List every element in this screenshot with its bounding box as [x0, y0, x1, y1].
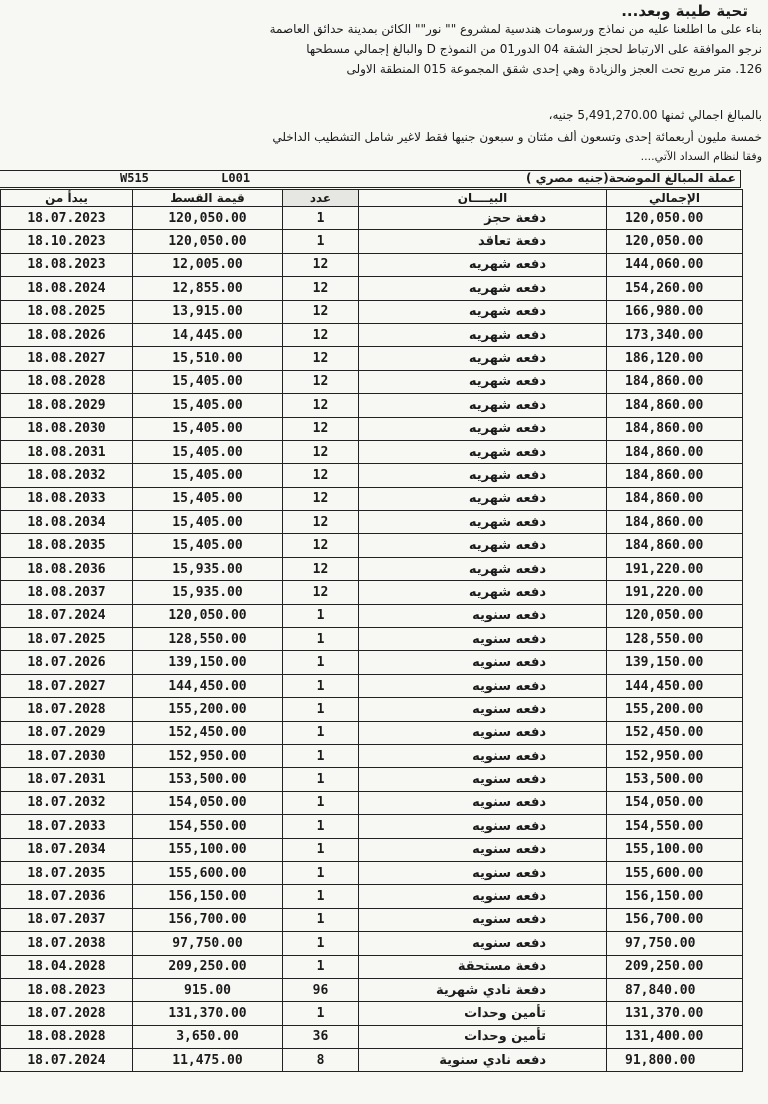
cell-installment-value: 15,405.00	[133, 370, 283, 393]
cell-total: 139,150.00	[607, 651, 743, 674]
table-body	[1, 207, 743, 1072]
cell-installment-value: 152,450.00	[133, 721, 283, 744]
cell-description: دفعه سنويه	[359, 885, 607, 908]
table-row	[1, 955, 743, 978]
cell-installment-value: 152,950.00	[133, 744, 283, 767]
cell-description: دفعه سنويه	[359, 744, 607, 767]
page-bottom-edge	[0, 1092, 768, 1104]
intro-line-3: 126. متر مربع تحت العجز والزيادة وهي إحدى شقق المجموعة 015 المنطقة الاولى	[346, 62, 762, 76]
cell-total: 131,370.00	[607, 1002, 743, 1025]
group-code: L001	[221, 171, 251, 185]
cell-count: 1	[283, 955, 359, 978]
table-row	[1, 698, 743, 721]
cell-total: 191,220.00	[607, 557, 743, 580]
cell-count: 12	[283, 487, 359, 510]
cell-total: 91,800.00	[607, 1049, 743, 1072]
cell-description: دفعه سنويه	[359, 815, 607, 838]
cell-count: 1	[283, 861, 359, 884]
cell-count: 96	[283, 978, 359, 1001]
cell-count: 12	[283, 394, 359, 417]
cell-start-date: 18.08.2034	[1, 511, 133, 534]
cell-installment-value: 120,050.00	[133, 230, 283, 253]
cell-count: 1	[283, 768, 359, 791]
currency-title: عملة المبالغ الموضحة(جنيه مصري )	[525, 171, 736, 185]
cell-count: 12	[283, 253, 359, 276]
total-amount-line: بالمبالغ اجمالي ثمنها 5,491,270.00 جنيه،	[548, 108, 762, 122]
cell-count: 12	[283, 534, 359, 557]
cell-description: تأمين وحدات	[359, 1002, 607, 1025]
cell-installment-value: 144,450.00	[133, 674, 283, 697]
table-row	[1, 394, 743, 417]
cell-count: 1	[283, 651, 359, 674]
cell-description: دفعه سنويه	[359, 861, 607, 884]
table-row	[1, 838, 743, 861]
cell-total: 155,100.00	[607, 838, 743, 861]
cell-description: دفعه شهريه	[359, 347, 607, 370]
payment-system-line: وفقا لنظام السداد الآتي....	[640, 150, 762, 163]
cell-description: دفعة مستحقة	[359, 955, 607, 978]
cell-total: 184,860.00	[607, 464, 743, 487]
cell-count: 1	[283, 815, 359, 838]
cell-start-date: 18.08.2024	[1, 277, 133, 300]
cell-start-date: 18.08.2032	[1, 464, 133, 487]
cell-description: دفعه شهريه	[359, 440, 607, 463]
table-row	[1, 440, 743, 463]
cell-installment-value: 11,475.00	[133, 1049, 283, 1072]
cell-total: 191,220.00	[607, 581, 743, 604]
cell-count: 12	[283, 323, 359, 346]
cell-total: 154,050.00	[607, 791, 743, 814]
cell-installment-value: 15,405.00	[133, 464, 283, 487]
cell-description: دفعه شهريه	[359, 253, 607, 276]
cell-start-date: 18.08.2025	[1, 300, 133, 323]
cell-description: دفعه سنويه	[359, 628, 607, 651]
cell-start-date: 18.07.2028	[1, 1002, 133, 1025]
cell-installment-value: 120,050.00	[133, 207, 283, 230]
cell-installment-value: 155,600.00	[133, 861, 283, 884]
cell-description: دفعه شهريه	[359, 323, 607, 346]
cell-total: 173,340.00	[607, 323, 743, 346]
cell-total: 209,250.00	[607, 955, 743, 978]
cell-start-date: 18.07.2030	[1, 744, 133, 767]
table-row	[1, 300, 743, 323]
cell-installment-value: 155,100.00	[133, 838, 283, 861]
intro-line-2: نرجو الموافقة على الارتباط لحجز الشقة 04 الدور01 من النموذج D والبالغ إجمالي مسطحها	[306, 42, 762, 56]
cell-installment-value: 154,550.00	[133, 815, 283, 838]
cell-installment-value: 14,445.00	[133, 323, 283, 346]
cell-start-date: 18.07.2033	[1, 815, 133, 838]
cell-description: دفعه شهريه	[359, 487, 607, 510]
cell-description: دفعة تعاقد	[359, 230, 607, 253]
table-row	[1, 978, 743, 1001]
cell-installment-value: 12,855.00	[133, 277, 283, 300]
cell-total: 156,150.00	[607, 885, 743, 908]
col-description: البيــــان	[359, 190, 607, 207]
table-row	[1, 1002, 743, 1025]
cell-installment-value: 156,700.00	[133, 908, 283, 931]
cell-installment-value: 3,650.00	[133, 1025, 283, 1048]
table-row	[1, 581, 743, 604]
cell-count: 12	[283, 557, 359, 580]
cell-installment-value: 128,550.00	[133, 628, 283, 651]
cell-start-date: 18.07.2036	[1, 885, 133, 908]
cell-description: دفعه سنويه	[359, 768, 607, 791]
cell-total: 156,700.00	[607, 908, 743, 931]
cell-total: 155,200.00	[607, 698, 743, 721]
cell-description: دفعه شهريه	[359, 277, 607, 300]
cell-count: 1	[283, 230, 359, 253]
cell-installment-value: 154,050.00	[133, 791, 283, 814]
cell-description: دفعه شهريه	[359, 370, 607, 393]
cell-description: دفعه سنويه	[359, 791, 607, 814]
cell-total: 87,840.00	[607, 978, 743, 1001]
table-row	[1, 557, 743, 580]
cell-count: 12	[283, 417, 359, 440]
cell-installment-value: 15,405.00	[133, 440, 283, 463]
cell-count: 1	[283, 744, 359, 767]
cell-total: 152,950.00	[607, 744, 743, 767]
cell-description: دفعه سنويه	[359, 838, 607, 861]
cell-description: دفعه سنويه	[359, 698, 607, 721]
cell-count: 1	[283, 604, 359, 627]
col-installment-value: قيمة القسط	[133, 190, 283, 207]
cell-start-date: 18.08.2023	[1, 978, 133, 1001]
cell-total: 131,400.00	[607, 1025, 743, 1048]
cell-description: دفعه شهريه	[359, 417, 607, 440]
cell-description: دفعه شهريه	[359, 511, 607, 534]
cell-installment-value: 155,200.00	[133, 698, 283, 721]
cell-start-date: 18.08.2036	[1, 557, 133, 580]
cell-description: دفعه نادي سنوية	[359, 1049, 607, 1072]
table-row	[1, 487, 743, 510]
cell-installment-value: 120,050.00	[133, 604, 283, 627]
cell-start-date: 18.04.2028	[1, 955, 133, 978]
cell-count: 8	[283, 1049, 359, 1072]
cell-count: 1	[283, 838, 359, 861]
cell-installment-value: 15,935.00	[133, 557, 283, 580]
table-row	[1, 628, 743, 651]
cell-start-date: 18.08.2026	[1, 323, 133, 346]
cell-count: 1	[283, 1002, 359, 1025]
cell-installment-value: 15,405.00	[133, 534, 283, 557]
cell-count: 1	[283, 791, 359, 814]
cell-total: 186,120.00	[607, 347, 743, 370]
cell-start-date: 18.10.2023	[1, 230, 133, 253]
cell-installment-value: 15,405.00	[133, 417, 283, 440]
table-row	[1, 534, 743, 557]
total-amount-words: خمسة مليون أربعمائة إحدى وتسعون ألف مئتان و سبعون جنيها فقط لاغير شامل التشطيب الداخلي	[272, 130, 762, 144]
cell-description: دفعه شهريه	[359, 394, 607, 417]
cell-start-date: 18.07.2026	[1, 651, 133, 674]
intro-line-1: بناء على ما اطلعنا عليه من نماذج ورسومات هندسية لمشروع "" نور"" الكائن بمدينة حدائق العاصمة	[269, 22, 762, 36]
table-row	[1, 323, 743, 346]
table-row	[1, 1049, 743, 1072]
cell-count: 12	[283, 581, 359, 604]
cell-start-date: 18.07.2037	[1, 908, 133, 931]
summary-bar	[0, 170, 741, 188]
table-row	[1, 651, 743, 674]
table-row	[1, 604, 743, 627]
greeting: تحية طيبة وبعد...	[621, 2, 748, 20]
cell-start-date: 18.07.2025	[1, 628, 133, 651]
cell-start-date: 18.07.2023	[1, 207, 133, 230]
cell-total: 184,860.00	[607, 487, 743, 510]
table-row	[1, 511, 743, 534]
cell-start-date: 18.07.2035	[1, 861, 133, 884]
cell-total: 154,260.00	[607, 277, 743, 300]
cell-total: 184,860.00	[607, 370, 743, 393]
payment-schedule-table	[0, 189, 743, 1072]
cell-start-date: 18.08.2028	[1, 1025, 133, 1048]
cell-count: 12	[283, 440, 359, 463]
cell-description: دفعه شهريه	[359, 557, 607, 580]
table-row	[1, 1025, 743, 1048]
cell-count: 1	[283, 885, 359, 908]
col-count: عدد	[283, 190, 359, 207]
cell-description: دفعه سنويه	[359, 604, 607, 627]
cell-description: دفعه شهريه	[359, 534, 607, 557]
table-header-row	[1, 190, 743, 207]
cell-total: 144,450.00	[607, 674, 743, 697]
table-row	[1, 885, 743, 908]
cell-start-date: 18.07.2024	[1, 1049, 133, 1072]
cell-description: دفعه سنويه	[359, 651, 607, 674]
cell-total: 166,980.00	[607, 300, 743, 323]
cell-installment-value: 13,915.00	[133, 300, 283, 323]
cell-count: 12	[283, 347, 359, 370]
cell-count: 1	[283, 932, 359, 955]
cell-count: 12	[283, 511, 359, 534]
cell-description: دفعة نادي شهرية	[359, 978, 607, 1001]
cell-count: 1	[283, 698, 359, 721]
cell-start-date: 18.07.2028	[1, 698, 133, 721]
col-total: الإجمالي	[607, 190, 743, 207]
cell-start-date: 18.07.2024	[1, 604, 133, 627]
col-start-date: يبدأ من	[1, 190, 133, 207]
table-row	[1, 207, 743, 230]
cell-start-date: 18.08.2037	[1, 581, 133, 604]
cell-count: 12	[283, 464, 359, 487]
cell-installment-value: 15,935.00	[133, 581, 283, 604]
cell-total: 128,550.00	[607, 628, 743, 651]
cell-description: دفعه شهريه	[359, 581, 607, 604]
cell-start-date: 18.08.2027	[1, 347, 133, 370]
cell-start-date: 18.07.2029	[1, 721, 133, 744]
cell-installment-value: 97,750.00	[133, 932, 283, 955]
cell-total: 152,450.00	[607, 721, 743, 744]
cell-start-date: 18.08.2035	[1, 534, 133, 557]
cell-start-date: 18.07.2031	[1, 768, 133, 791]
unit-codes	[120, 171, 250, 185]
table-row	[1, 721, 743, 744]
cell-total: 184,860.00	[607, 417, 743, 440]
table-row	[1, 417, 743, 440]
cell-total: 154,550.00	[607, 815, 743, 838]
cell-total: 153,500.00	[607, 768, 743, 791]
table-row	[1, 768, 743, 791]
cell-count: 1	[283, 207, 359, 230]
table-row	[1, 861, 743, 884]
unit-code: W515	[120, 171, 149, 185]
cell-description: دفعه سنويه	[359, 674, 607, 697]
cell-total: 97,750.00	[607, 932, 743, 955]
cell-installment-value: 156,150.00	[133, 885, 283, 908]
table-row	[1, 908, 743, 931]
table-row	[1, 464, 743, 487]
cell-installment-value: 153,500.00	[133, 768, 283, 791]
cell-start-date: 18.07.2027	[1, 674, 133, 697]
table-row	[1, 815, 743, 838]
cell-start-date: 18.08.2031	[1, 440, 133, 463]
cell-count: 1	[283, 628, 359, 651]
cell-description: دفعة حجز	[359, 207, 607, 230]
cell-count: 12	[283, 277, 359, 300]
cell-installment-value: 15,510.00	[133, 347, 283, 370]
cell-description: دفعه سنويه	[359, 721, 607, 744]
table-row	[1, 253, 743, 276]
cell-installment-value: 12,005.00	[133, 253, 283, 276]
cell-start-date: 18.07.2038	[1, 932, 133, 955]
cell-total: 155,600.00	[607, 861, 743, 884]
cell-description: دفعه سنويه	[359, 932, 607, 955]
table-row	[1, 932, 743, 955]
cell-description: دفعه سنويه	[359, 908, 607, 931]
cell-count: 36	[283, 1025, 359, 1048]
cell-start-date: 18.08.2033	[1, 487, 133, 510]
cell-count: 12	[283, 370, 359, 393]
table-row	[1, 744, 743, 767]
table-row	[1, 674, 743, 697]
cell-installment-value: 15,405.00	[133, 511, 283, 534]
cell-installment-value: 139,150.00	[133, 651, 283, 674]
cell-installment-value: 209,250.00	[133, 955, 283, 978]
table-row	[1, 347, 743, 370]
cell-installment-value: 131,370.00	[133, 1002, 283, 1025]
cell-description: دفعه شهريه	[359, 300, 607, 323]
cell-start-date: 18.08.2030	[1, 417, 133, 440]
cell-total: 184,860.00	[607, 511, 743, 534]
cell-description: دفعه شهريه	[359, 464, 607, 487]
cell-total: 184,860.00	[607, 440, 743, 463]
cell-total: 184,860.00	[607, 394, 743, 417]
cell-start-date: 18.08.2028	[1, 370, 133, 393]
table-row	[1, 370, 743, 393]
cell-total: 120,050.00	[607, 230, 743, 253]
cell-start-date: 18.08.2029	[1, 394, 133, 417]
cell-count: 12	[283, 300, 359, 323]
cell-total: 120,050.00	[607, 604, 743, 627]
table-row	[1, 277, 743, 300]
cell-total: 120,050.00	[607, 207, 743, 230]
cell-installment-value: 15,405.00	[133, 394, 283, 417]
cell-start-date: 18.07.2032	[1, 791, 133, 814]
cell-count: 1	[283, 674, 359, 697]
cell-installment-value: 915.00	[133, 978, 283, 1001]
cell-count: 1	[283, 721, 359, 744]
cell-total: 184,860.00	[607, 534, 743, 557]
cell-count: 1	[283, 908, 359, 931]
table-row	[1, 230, 743, 253]
cell-total: 144,060.00	[607, 253, 743, 276]
cell-start-date: 18.07.2034	[1, 838, 133, 861]
cell-installment-value: 15,405.00	[133, 487, 283, 510]
cell-description: تأمين وحدات	[359, 1025, 607, 1048]
cell-start-date: 18.08.2023	[1, 253, 133, 276]
table-row	[1, 791, 743, 814]
